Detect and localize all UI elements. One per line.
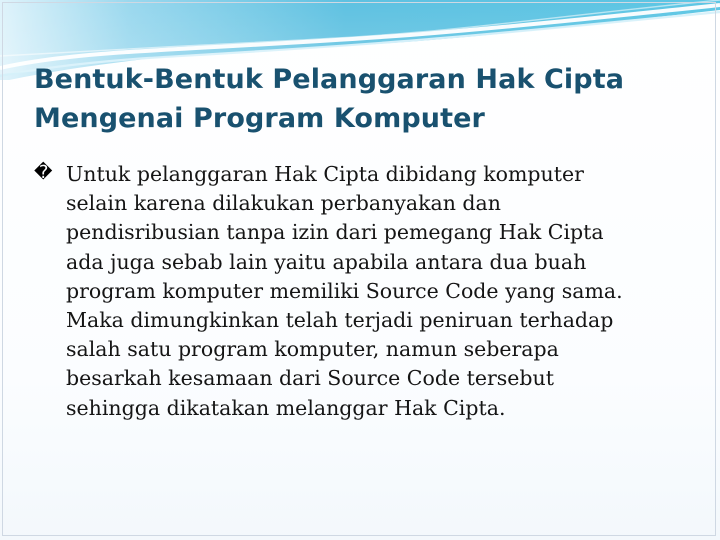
bullet-text-line-7: salah satu program komputer, namun seberapa: [66, 337, 559, 362]
bullet-text: [66, 160, 682, 423]
bullet-text-line-3: pendisribusian tanpa izin dari pemegang Hak Cipta: [66, 220, 604, 245]
bullet-text-line-4: ada juga sebab lain yaitu apabila antara dua buah: [66, 249, 587, 274]
slide-title-line-2: Mengenai Program Komputer: [34, 103, 485, 134]
bullet-text-line-8: besarkah kesamaan dari Source Code tersebut: [66, 366, 554, 391]
bullet-text-line-9: sehingga dikatakan melanggar Hak Cipta.: [66, 395, 506, 420]
bullet-paragraph: [34, 160, 682, 423]
bullet-icon: �: [34, 162, 53, 183]
bullet-text-line-6: Maka dimungkinkan telah terjadi peniruan terhadap: [66, 308, 614, 333]
bullet-text-line-1: Untuk pelanggaran Hak Cipta dibidang komputer: [66, 162, 584, 186]
bullet-text-line-2: selain karena dilakukan perbanyakan dan: [66, 191, 501, 216]
slide-title: [34, 60, 694, 138]
bullet-text-line-5: program komputer memiliki Source Code yang sama.: [66, 278, 623, 303]
slide-content: [34, 160, 682, 423]
slide-title-line-1: Bentuk-Bentuk Pelanggaran Hak Cipta: [34, 64, 625, 95]
